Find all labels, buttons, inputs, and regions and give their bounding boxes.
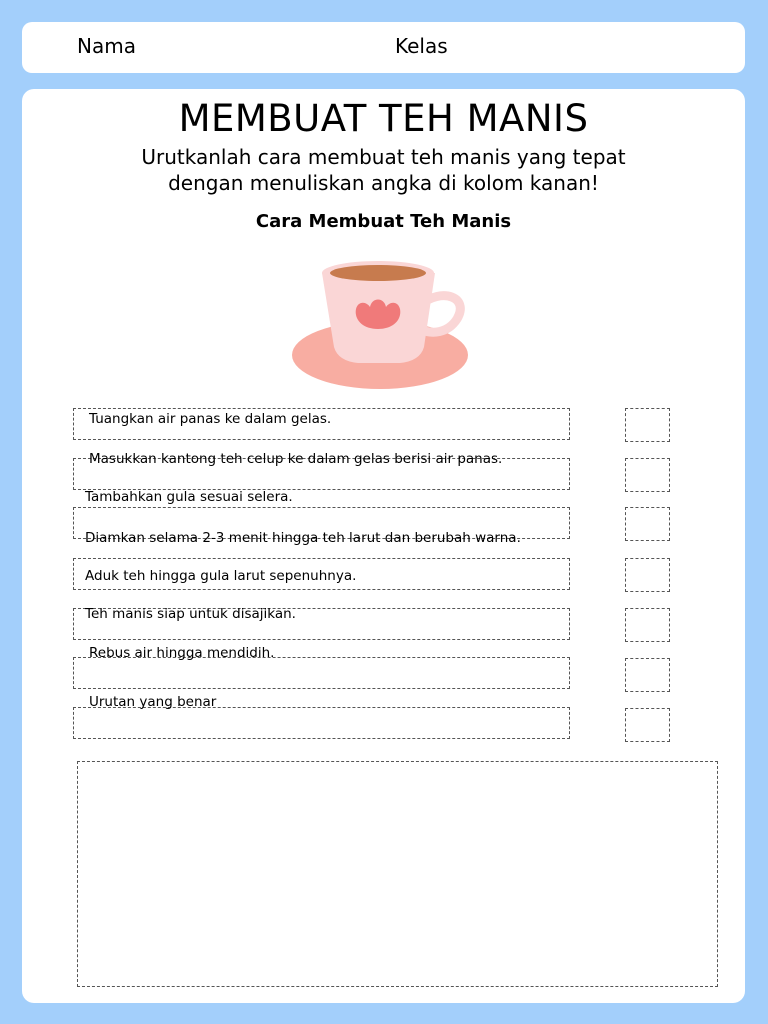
order-number-input[interactable] bbox=[625, 507, 670, 541]
header-card bbox=[22, 22, 745, 73]
step-text: Masukkan kantong teh celup ke dalam gelas berisi air panas. bbox=[89, 451, 503, 467]
step-text: Diamkan selama 2-3 menit hingga teh larut dan berubah warna. bbox=[85, 530, 521, 546]
step-text: Tambahkan gula sesuai selera. bbox=[85, 489, 293, 505]
order-number-input[interactable] bbox=[625, 658, 670, 692]
order-number-input[interactable] bbox=[625, 708, 670, 742]
order-number-input[interactable] bbox=[625, 558, 670, 592]
step-box bbox=[73, 707, 570, 739]
step-text: Rebus air hingga mendidih. bbox=[89, 645, 275, 661]
answer-area[interactable] bbox=[77, 761, 718, 987]
order-number-input[interactable] bbox=[625, 608, 670, 642]
teacup-icon bbox=[292, 257, 474, 395]
name-label: Nama bbox=[77, 34, 136, 58]
step-text: Teh manis siap untuk disajikan. bbox=[85, 606, 296, 622]
worksheet-instruction: Urutkanlah cara membuat teh manis yang tepat dengan menuliskan angka di kolom kanan! bbox=[141, 145, 626, 195]
answer-label: Urutan yang benar bbox=[89, 694, 217, 710]
step-box bbox=[73, 657, 570, 689]
worksheet-title: MEMBUAT TEH MANIS bbox=[178, 97, 589, 140]
step-text: Aduk teh hingga gula larut sepenuhnya. bbox=[85, 568, 357, 584]
order-number-input[interactable] bbox=[625, 458, 670, 492]
worksheet-card bbox=[22, 89, 745, 1003]
worksheet-subtitle: Cara Membuat Teh Manis bbox=[255, 211, 512, 232]
order-number-input[interactable] bbox=[625, 408, 670, 442]
class-label: Kelas bbox=[395, 34, 448, 58]
step-text: Tuangkan air panas ke dalam gelas. bbox=[89, 411, 332, 427]
